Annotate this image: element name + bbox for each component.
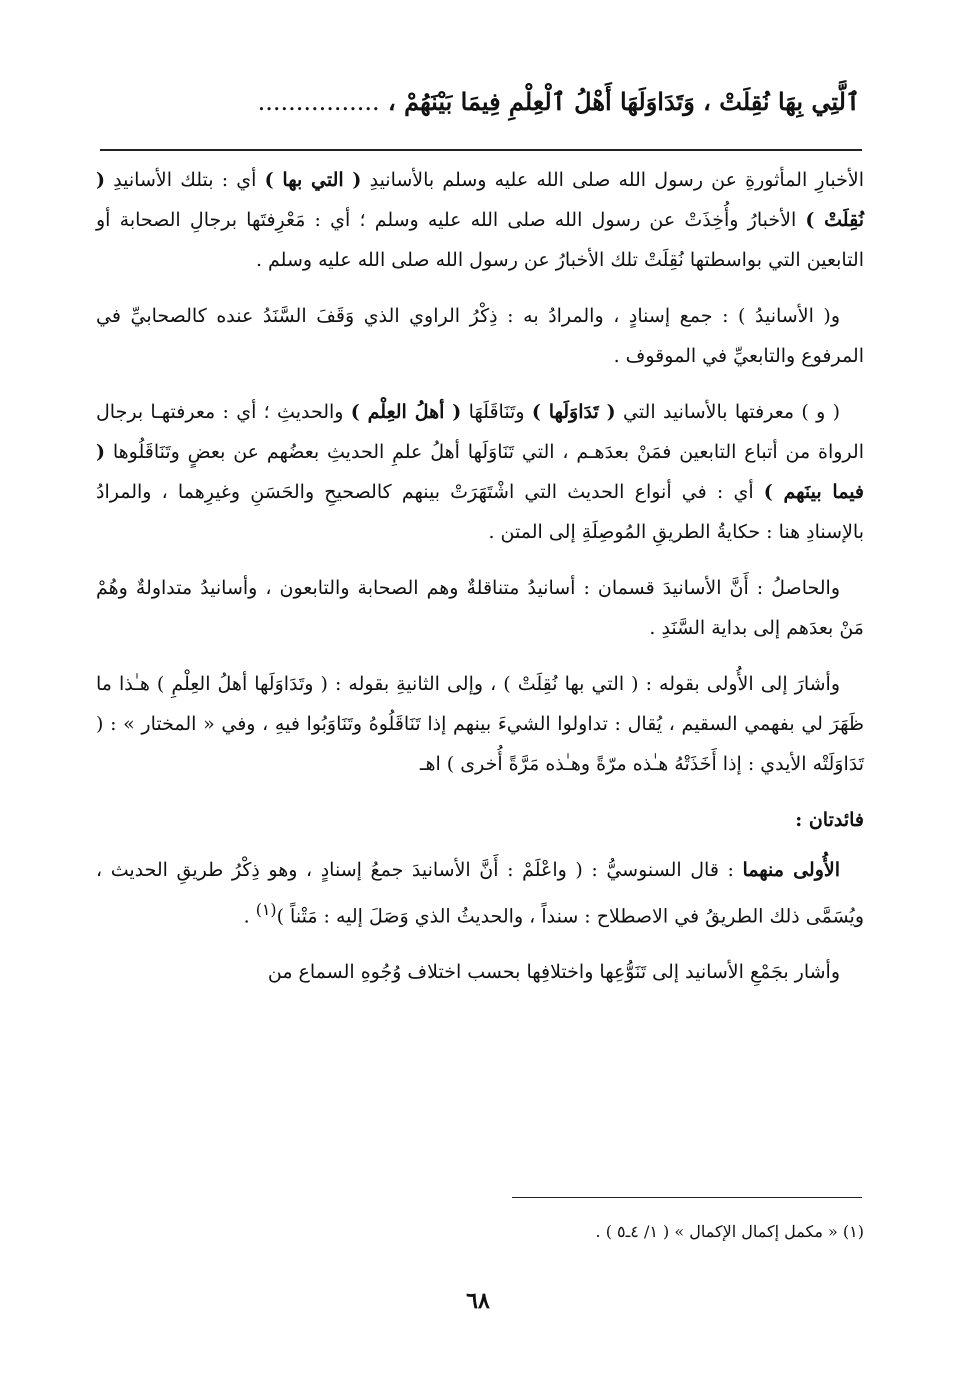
text-run: وأشار بجَمْعِ الأسانيد إلى تَنَوُّعِها واختلافِها بحسب اختلاف وُجُوهِ السماع من [267,961,840,984]
text-run: وتَنَاقَلَهَا [461,401,532,423]
text-run: ( و ) معرفتها بالأسانيد التي [615,401,841,423]
paragraph [96,160,864,280]
paragraph [96,850,864,936]
paragraph [96,296,864,376]
paragraph [96,392,864,552]
paragraph [96,952,864,992]
text-run: وأشارَ إلى الأُولى بقوله : ( التي بها نُقِلَتْ ) ، وإلى الثانيةِ بقوله : ( وتَدَاوَلَها أهلُ العِلْمِ ) هـٰذا ما ظَهَرَ لي بفهمي السقيم ، يُقال : تداولوا الشيءَ بينهم إذا تَنَاقَلُوهُ وتَنَاوَبُوا فيهِ ، وفي « المختار » : ( تَدَاوَلَتْه الأيدي : إذا أَخَذَتْهُ هـٰذه مرّةً وهـٰذه مَرَّةً أُخرى ) اهـ [96,673,864,775]
text-run: الأخبارِ المأثورةِ عن رسول الله صلى الله عليه وسلم بالأسانيدِ [361,169,864,191]
bold-phrase: الأُولى منهما [742,859,840,881]
section-heading [96,800,864,840]
paragraph [96,568,864,648]
text-run: : قال السنوسيُّ : ( واعْلَمْ : أَنَّ الأسانيدَ جمعُ إسنادٍ ، وهو ذِكْرُ طريقِ الحديث ، ويُسَمَّى ذلك الطريقُ في الاصطلاح : سنداً ، والحديثُ الذي وَصَلَ إليه : مَتْناً ) [96,859,864,928]
bold-phrase: ( أهلُ العِلْم ) [350,401,462,423]
commentary-body [96,160,864,1008]
footnote-rule [512,1197,862,1198]
header-verse-dots: ................ [257,88,380,116]
text-run: أي : بتلك الأسانيدِ [105,169,265,191]
text-run: والحديثِ ؛ أي : معرفتهـا برجال الرواة من أتباع التابعين فمَنْ بعدَهـم ، التي تَنَاوَلَها أهلُ علمِ الحديثِ بعضُهم عن بعضٍ وتَنَاقَلُوها [96,401,864,463]
text-run: . [243,905,256,928]
paragraph [96,664,864,784]
footnote-ref: (١) [255,900,277,919]
bold-phrase: ( نُقِلَتْ ) [96,169,865,231]
header-rule [100,149,862,151]
text-run: والحاصلُ : أَنَّ الأسانيدَ قسمان : أسانيدُ متناقلةٌ وهم الصحابة والتابعون ، وأسانيدُ متداولةٌ وهُمْ مَنْ بعدَهم إلى بداية السَّنَدِ . [96,577,864,639]
header-verse [100,80,860,124]
text-run: أي : في أنواع الحديث التي اشْتَهَرَتْ بينهم كالصحيحِ والحَسَنِ وغيرِهما ، والمرادُ بالإسنادِ هنا : حكايةُ الطريقِ المُوصِلَةِ إلى المتن . [96,481,864,543]
footnote: (١) « مكمل إكمال الإكمال » ( ١/ ٤ـ٥ ) . [595,1222,864,1241]
page-number: ٦٨ [466,1288,490,1314]
text-run: و( الأسانيدُ ) : جمع إسنادٍ ، والمرادُ به : ذِكْرُ الراوي الذي وَقَفَ السَّنَدُ عنده كالصحابيِّ في المرفوع والتابعيِّ في الموقوف . [96,305,864,367]
bold-phrase: فائدتان : [795,809,864,831]
bold-phrase: ( التي بها ) [264,169,362,191]
header-verse-text: ٱلَّتِي بِهَا نُقِلَتْ ، وَتَدَاوَلَهَا أَهْلُ ٱلْعِلْمِ فِيمَا بَيْنَهُمْ ، [388,87,860,116]
text-run: الأخبارُ وأُخِذَتْ عن رسول الله صلى الله عليه وسلم ؛ أي : مَعْرِفتَها برجالِ الصحابة أو التابعين التي بواسطتها نُقِلَتْ تلك الأخبارُ عن رسول الله صلى الله عليه وسلم . [96,209,864,271]
bold-phrase: ( تَدَاوَلَها ) [531,401,616,423]
bold-phrase: ( فيما بينَهم ) [96,441,865,503]
